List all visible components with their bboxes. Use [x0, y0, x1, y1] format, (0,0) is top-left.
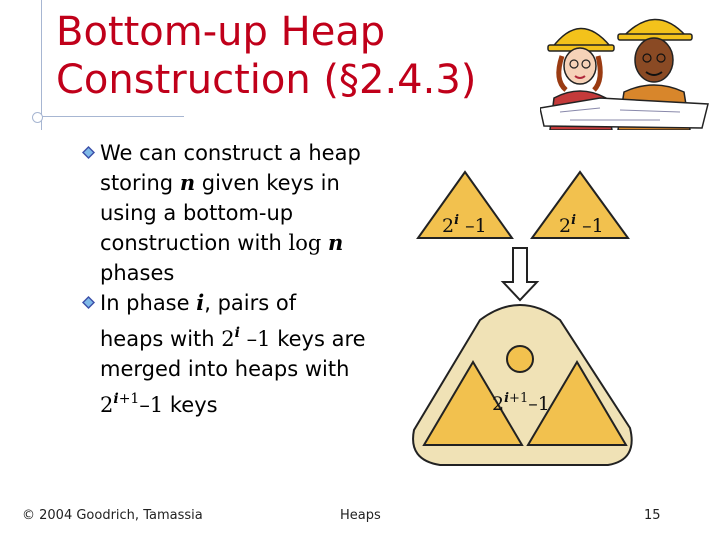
b2-text-5: merged into heaps with: [100, 357, 350, 381]
b1-text-3: given keys in: [195, 171, 340, 195]
b2-two2: 2: [100, 393, 114, 417]
b2-exp: i: [234, 325, 240, 341]
b2-text-6: keys: [163, 393, 218, 417]
b1-text-5: construction with: [100, 231, 289, 255]
b2-text-4: keys are: [270, 327, 366, 351]
hollow-down-arrow-icon: [503, 248, 537, 300]
decor-horizontal-line: [34, 116, 184, 117]
b2-exp2b: +1: [118, 391, 140, 407]
b1-text-6: phases: [100, 261, 175, 285]
footer-topic: Heaps: [340, 508, 381, 523]
footer-page-number: 15: [644, 508, 661, 523]
bullet-list: [82, 138, 402, 420]
b2-text-3: heaps with: [100, 327, 222, 351]
b2-exp2: i: [113, 391, 119, 407]
b2-text-2: , pairs of: [204, 291, 297, 315]
title-line-2: Construction (§2.4.3): [56, 57, 477, 103]
merged-heap-label: $2^i+1-1$: [492, 391, 550, 415]
b2-text-1: In phase: [100, 291, 197, 315]
right-heap-label: 2$^i$ –1: [559, 213, 604, 237]
b1-text-1: We can construct a heap: [100, 141, 361, 165]
b2-minus1: –1: [239, 327, 271, 351]
b1-text-2: storing: [100, 171, 180, 195]
new-root-node: [507, 346, 533, 372]
b1-n: n: [179, 170, 196, 195]
b2-i: i: [196, 290, 205, 315]
bullet-item-1: [82, 138, 402, 288]
decor-vertical-line: [41, 0, 42, 130]
footer-copyright: © 2004 Goodrich, Tamassia: [22, 508, 203, 523]
slide-title: [56, 8, 486, 104]
b1-n2: n: [327, 230, 344, 255]
b2-two: 2: [221, 327, 235, 351]
b1-log: log: [288, 231, 328, 255]
decor-circle: [32, 112, 43, 123]
diamond-bullet-icon: [82, 146, 95, 159]
title-line-1: Bottom-up Heap: [56, 9, 386, 55]
b2-minus2: –1: [139, 393, 164, 417]
bullet-item-2: [82, 288, 402, 420]
heap-merge-diagram: [400, 160, 700, 470]
diamond-bullet-icon: [82, 296, 95, 309]
b1-text-4: using a bottom-up: [100, 201, 294, 225]
left-heap-label: 2$^i$ –1: [442, 213, 487, 237]
construction-workers-illustration: [540, 0, 710, 130]
